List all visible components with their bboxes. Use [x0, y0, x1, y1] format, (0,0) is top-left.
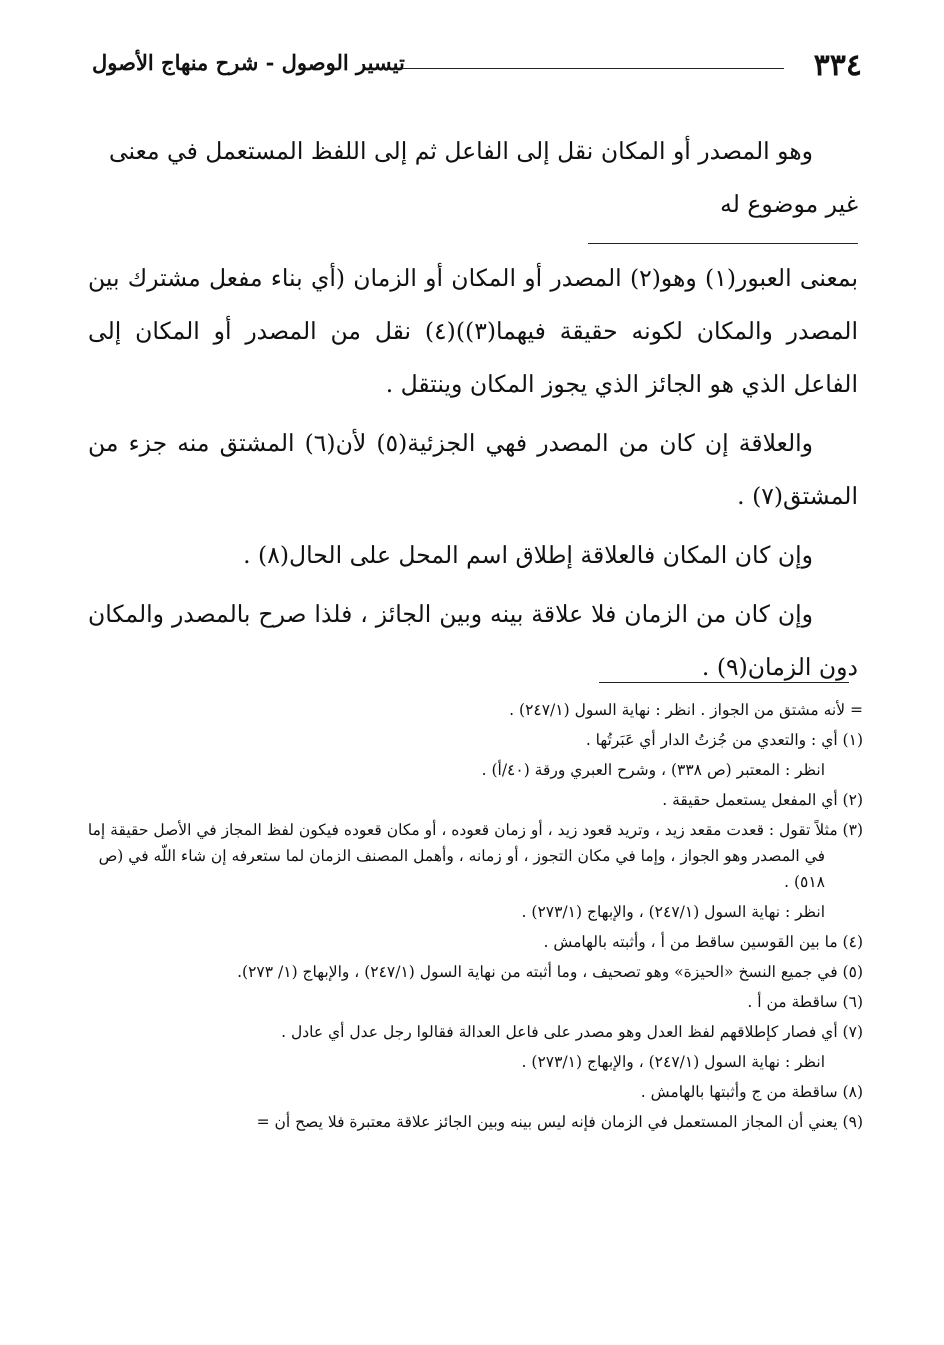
footnote-continuation: = لأنه مشتق من الجواز . انظر : نهاية السول (٢٤٧/١) .: [509, 701, 863, 719]
paragraph-1: بمعنى العبور(١) وهو(٢) المصدر أو المكان أو الزمان (أي بناء مفعل مشترك بين المصدر والمكان لكونه حقيقة فيهما(٣))(٤) نقل من المصدر أو المكان إلى الفاعل الذي هو الجائز الذي يجوز المكان وينتقل .: [88, 264, 858, 398]
footnote-4: (٤) ما بين القوسين ساقط من أ ، وأثبته بالهامش .: [543, 933, 863, 951]
footnote-3-ref: انظر : نهاية السول (٢٤٧/١) ، والإبهاج (٢٧٣/١) .: [521, 903, 825, 921]
footnote-9: (٩) يعني أن المجاز المستعمل في الزمان فإنه ليس بينه وبين الجائز علاقة معتبرة فلا يصح أن =: [256, 1113, 863, 1131]
footnote-7-ref: انظر : نهاية السول (٢٤٧/١) ، والإبهاج (٢٧٣/١) .: [521, 1053, 825, 1071]
page-number: ٣٣٤: [813, 48, 862, 83]
running-title: تيسير الوصول - شرح منهاج الأصول: [92, 50, 405, 75]
footnote-5: (٥) في جميع النسخ «الحيزة» وهو تصحيف ، وما أثبته من نهاية السول (٢٤٧/١) ، والإبهاج (١/ ٢٧٣).: [237, 963, 863, 981]
footnote-1: (١) أي : والتعدي من جُزتُ الدار أي عَبَرتُها .: [585, 731, 863, 749]
paragraph-2: والعلاقة إن كان من المصدر فهي الجزئية(٥) لأن(٦) المشتق منه جزء من المشتق(٧) .: [88, 429, 858, 510]
footnote-8: (٨) ساقطة من ج وأثبتها بالهامش .: [640, 1083, 863, 1101]
footnote-3: (٣) مثلاً تقول : قعدت مقعد زيد ، وتريد قعود زيد ، أو زمان قعوده ، أو مكان قعوده فيكون لفظ المجاز في الأصل حقيقة إما في المصدر وهو الجواز ، وإما في مكان التجوز ، أو زمانه ، وأهمل المصنف الزمان لما ستعرفه إن شاء اللّه في (ص ٥١٨) .: [87, 821, 863, 891]
footnotes: [85, 697, 863, 1139]
quoted-matn: [88, 125, 858, 237]
footnote-rule: [599, 682, 849, 683]
quote-line-1: وهو المصدر أو المكان نقل إلى الفاعل ثم إلى اللفظ المستعمل في معنى: [108, 137, 813, 165]
header-rule: [400, 68, 784, 69]
main-text: [88, 125, 858, 694]
page-header: [92, 48, 862, 88]
footnote-6: (٦) ساقطة من أ .: [747, 993, 863, 1011]
footnote-1-ref: انظر : المعتبر (ص ٣٣٨) ، وشرح العبري ورقة (٤٠/أ) .: [481, 761, 825, 779]
matn-rule: [588, 243, 858, 244]
quote-line-2: غير موضوع له: [720, 190, 858, 218]
footnote-7: (٧) أي فصار كإطلاقهم لفظ العدل وهو مصدر على فاعل العدالة فقالوا رجل عدل أي عادل .: [281, 1023, 863, 1041]
paragraph-3: وإن كان المكان فالعلاقة إطلاق اسم المحل على الحال(٨) .: [243, 541, 813, 569]
footnote-2: (٢) أي المفعل يستعمل حقيقة .: [662, 791, 863, 809]
paragraph-4: وإن كان من الزمان فلا علاقة بينه وبين الجائز ، فلذا صرح بالمصدر والمكان دون الزمان(٩) .: [88, 600, 858, 681]
